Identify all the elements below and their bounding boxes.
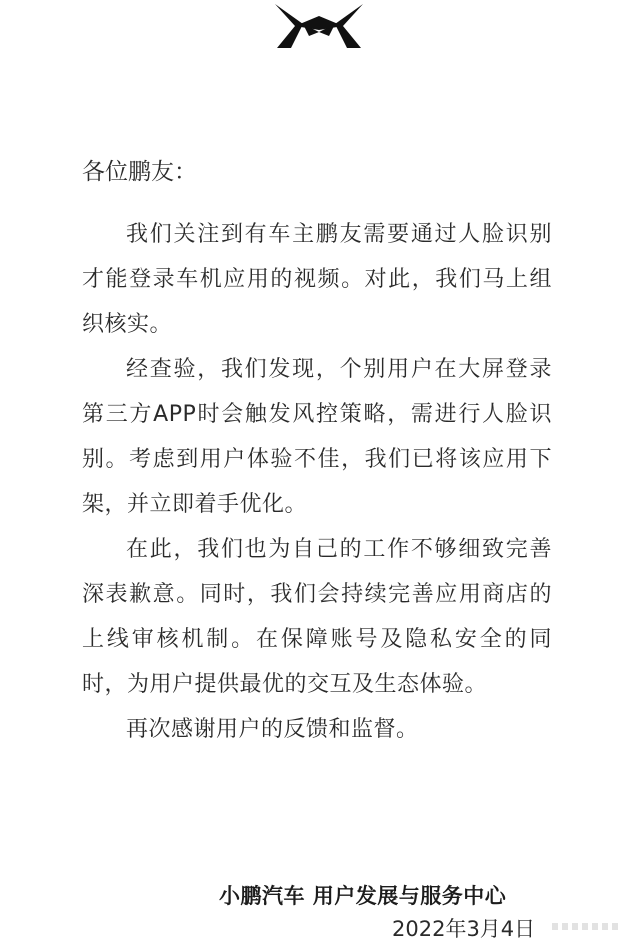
paragraph-1: 我们关注到有车主鹏友需要通过人脸识别才能登录车机应用的视频。对此，我们马上组织核实。	[82, 222, 552, 337]
letter-body	[82, 212, 552, 752]
signature: 小鹏汽车 用户发展与服务中心	[219, 884, 507, 908]
date: 2022年3月4日	[392, 917, 536, 941]
xpeng-x-logo-icon	[273, 2, 365, 50]
xpeng-logo-icon	[273, 2, 365, 50]
greeting: 各位鹏友：	[82, 159, 197, 185]
paragraph-4: 再次感谢用户的反馈和监督。	[126, 717, 419, 742]
watermark	[552, 923, 622, 930]
paragraph-3: 在此，我们也为自己的工作不够细致完善深表歉意。同时，我们会持续完善应用商店的上线审核机制。在保障账号及隐私安全的同时，为用户提供最优的交互及生态体验。	[82, 537, 552, 697]
paragraph-2: 经查验，我们发现，个别用户在大屏登录第三方APP时会触发风控策略，需进行人脸识别。考虑到用户体验不佳，我们已将该应用下架，并立即着手优化。	[82, 357, 552, 517]
